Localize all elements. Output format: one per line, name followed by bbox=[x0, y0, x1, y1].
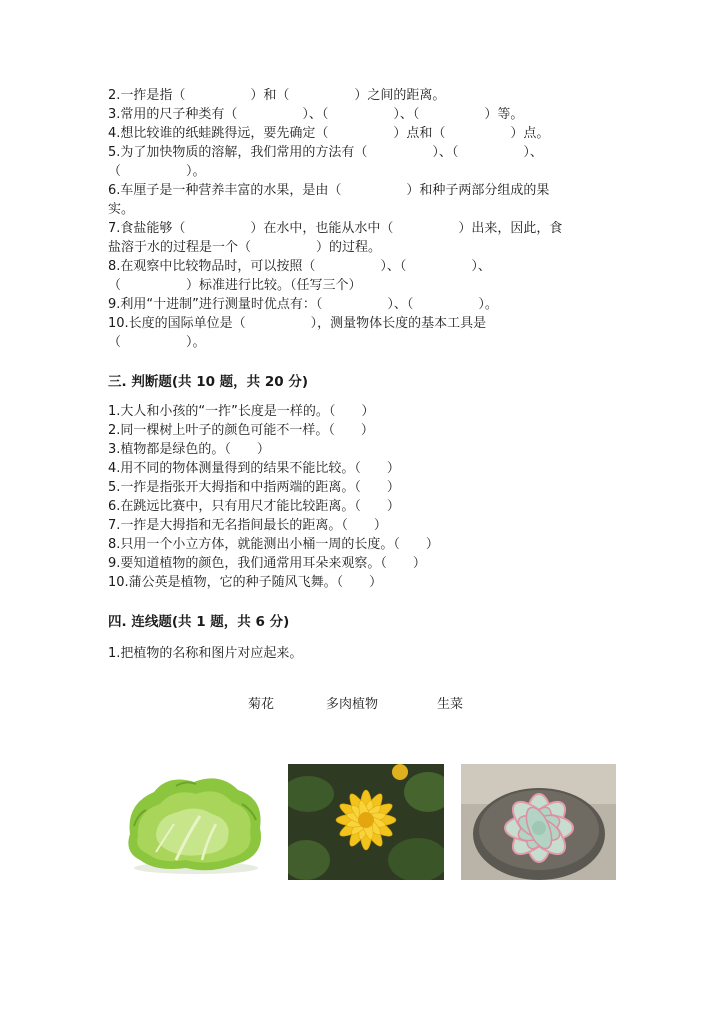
question-6-line-2: 实。 bbox=[108, 202, 135, 217]
question-10-line-1: 10.长度的国际单位是（ ），测量物体长度的基本工具是 bbox=[108, 316, 487, 331]
succulent-photo bbox=[461, 764, 616, 880]
plant-label-chrysanthemum: 菊花 bbox=[248, 697, 275, 712]
judgment-item: 6.在跳远比赛中，只有用尺才能比较距离。（ ） bbox=[108, 499, 400, 514]
judgment-item: 8.只用一个小立方体，就能测出小桶一周的长度。（ ） bbox=[108, 537, 439, 552]
judgment-item: 10.蒲公英是植物，它的种子随风飞舞。（ ） bbox=[108, 575, 383, 590]
question-8-line-1: 8.在观察中比较物品时，可以按照（ ）、（ ）、 bbox=[108, 259, 491, 274]
judgment-item: 4.用不同的物体测量得到的结果不能比较。（ ） bbox=[108, 461, 400, 476]
judgment-item: 7.一拃是大拇指和无名指间最长的距离。（ ） bbox=[108, 518, 387, 533]
plant-label-lettuce: 生菜 bbox=[437, 697, 464, 712]
question-7-line-2: 盐溶于水的过程是一个（ ）的过程。 bbox=[108, 240, 382, 255]
judgment-item: 3.植物都是绿色的。（ ） bbox=[108, 442, 270, 457]
section-title-judgment: 三. 判断题(共 10 题，共 20 分) bbox=[108, 374, 309, 390]
plant-label-succulent: 多肉植物 bbox=[326, 697, 379, 712]
question-10-line-2: （ ）。 bbox=[108, 335, 206, 350]
judgment-item: 2.同一棵树上叶子的颜色可能不一样。（ ） bbox=[108, 423, 374, 438]
question-8-line-2: （ ）标准进行比较。（任写三个） bbox=[108, 278, 362, 293]
lettuce-photo bbox=[116, 764, 271, 880]
question-7-line-1: 7.食盐能够（ ）在水中，也能从水中（ ）出来，因此，食 bbox=[108, 221, 563, 236]
judgment-item: 5.一拃是指张开大拇指和中指两端的距离。（ ） bbox=[108, 480, 400, 495]
question-5-line-1: 5.为了加快物质的溶解，我们常用的方法有（ ）、（ ）、 bbox=[108, 145, 543, 160]
question-5-line-2: （ ）。 bbox=[108, 164, 206, 179]
question-4: 4.想比较谁的纸蛙跳得远，要先确定（ ）点和（ ）点。 bbox=[108, 126, 550, 141]
question-3: 3.常用的尺子种类有（ ）、（ ）、（ ）等。 bbox=[108, 107, 524, 122]
matching-instruction: 1.把植物的名称和图片对应起来。 bbox=[108, 646, 303, 661]
judgment-item: 9.要知道植物的颜色，我们通常用耳朵来观察。（ ） bbox=[108, 556, 426, 571]
judgment-item: 1.大人和小孩的“一拃”长度是一样的。（ ） bbox=[108, 404, 375, 419]
chrysanthemum-photo bbox=[288, 764, 444, 880]
question-2: 2.一拃是指（ ）和（ ）之间的距离。 bbox=[108, 88, 446, 103]
question-9: 9.利用“十进制”进行测量时优点有：（ ）、（ ）。 bbox=[108, 297, 498, 312]
section-title-matching: 四. 连线题(共 1 题，共 6 分) bbox=[108, 614, 290, 630]
question-6-line-1: 6.车厘子是一种营养丰富的水果，是由（ ）和种子两部分组成的果 bbox=[108, 183, 550, 198]
